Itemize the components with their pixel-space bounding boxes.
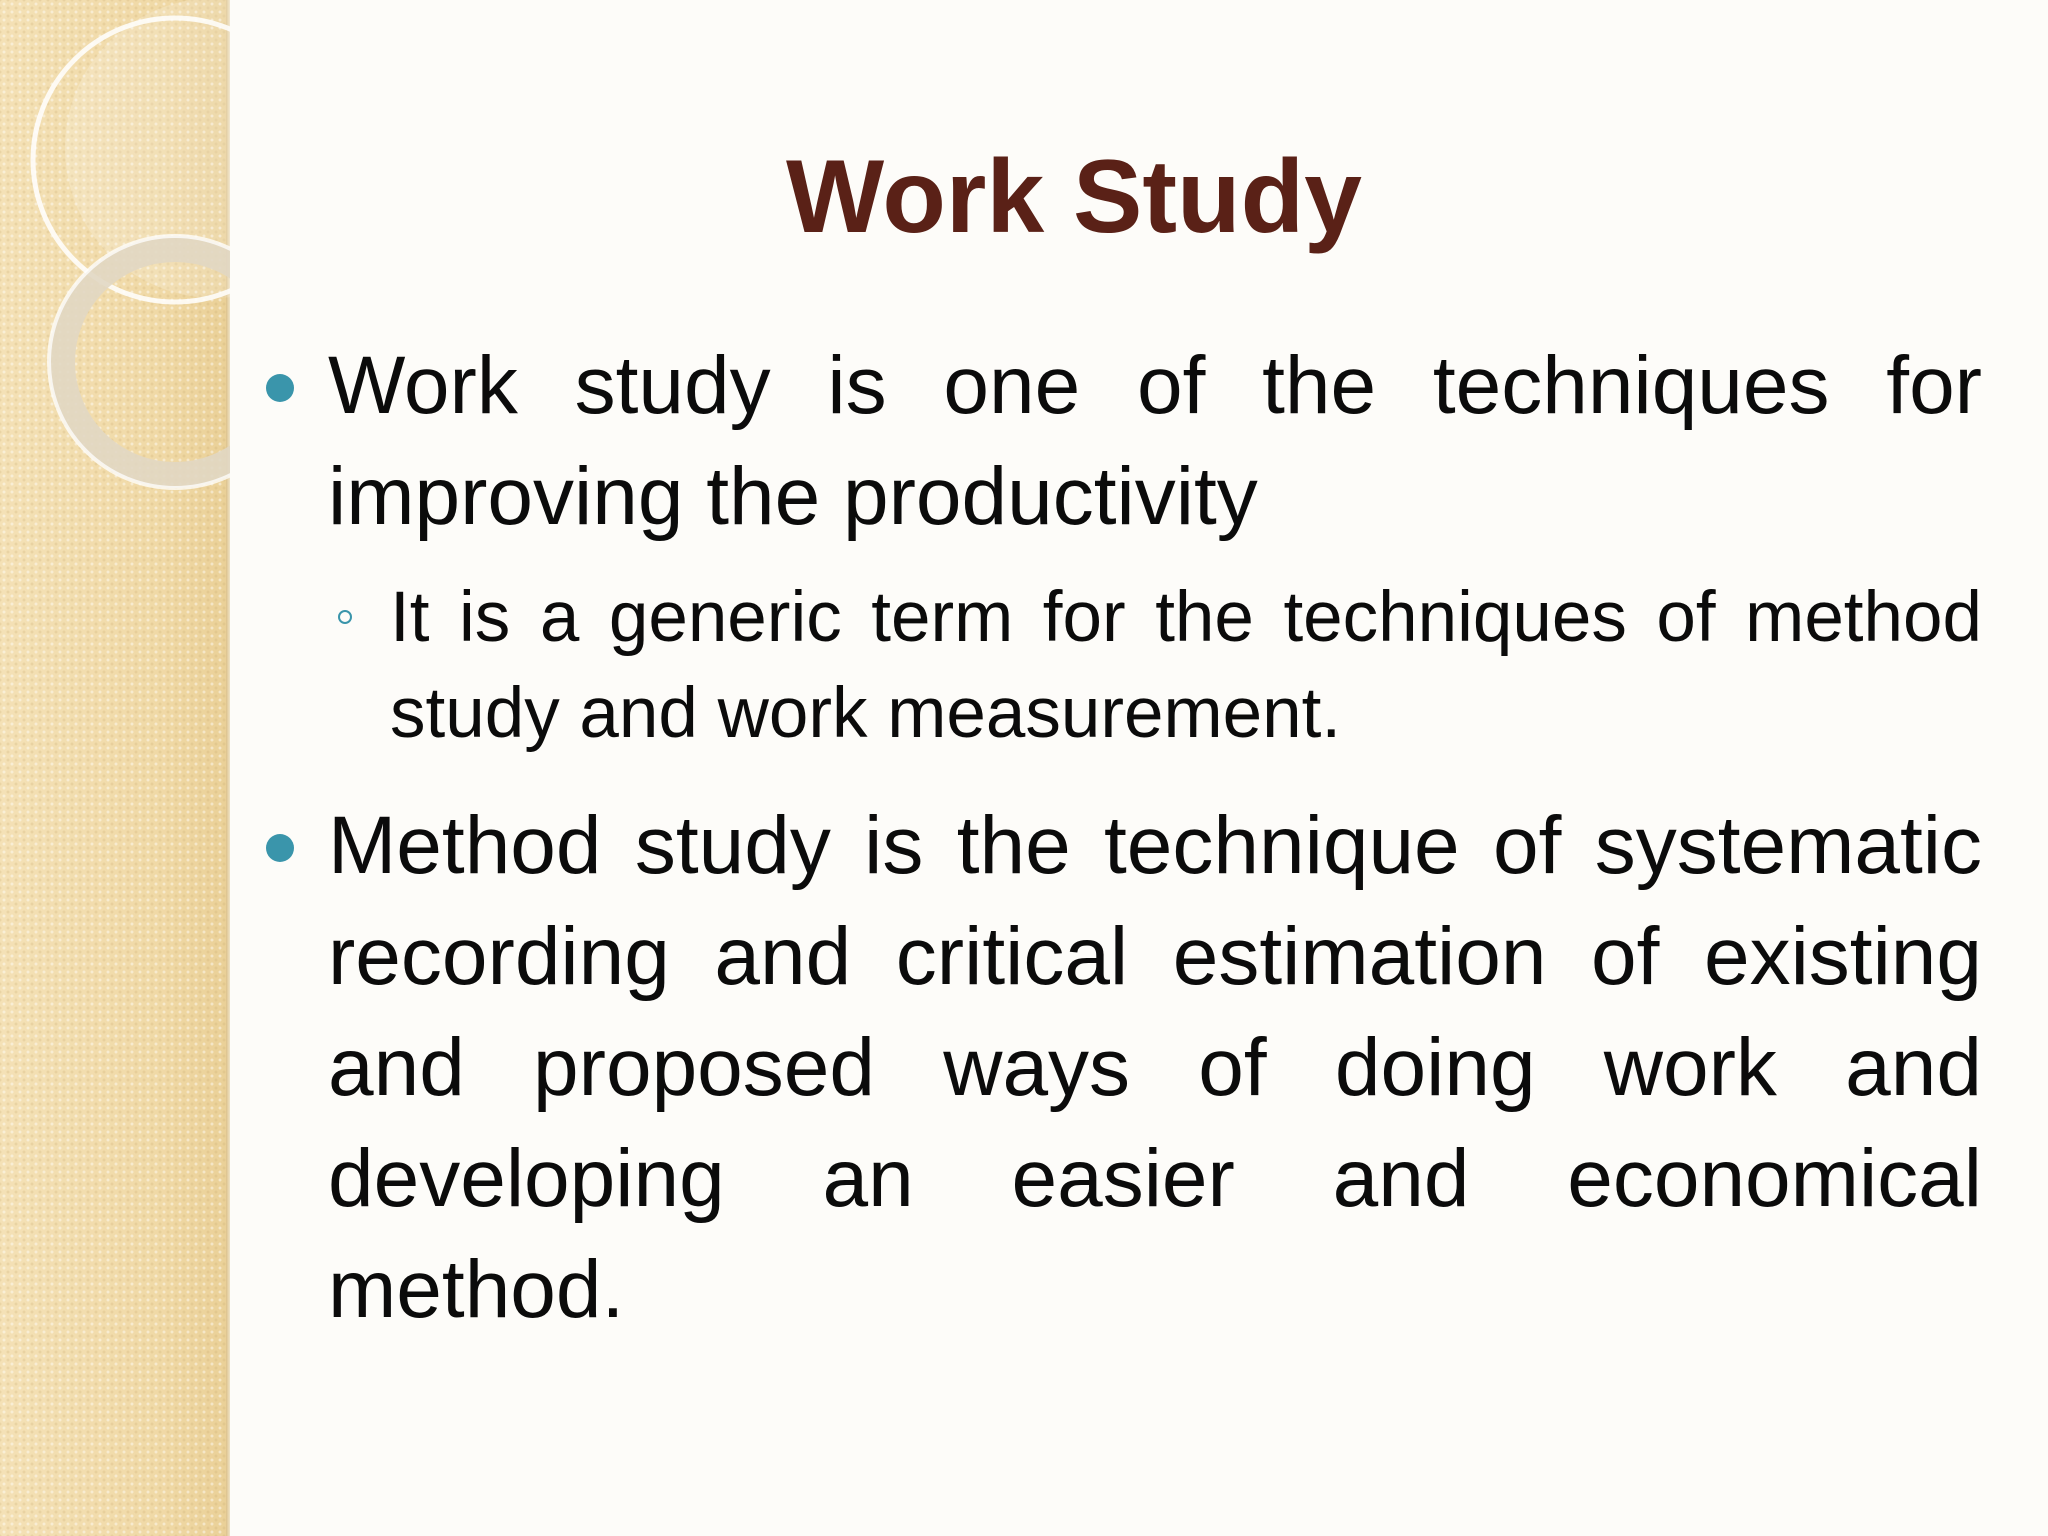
sub-bullet-item-generic-term — [262, 570, 1982, 762]
sub-bullet-circle-icon — [338, 610, 352, 624]
slide-title: Work Study — [786, 139, 1362, 255]
decorative-rings — [0, 0, 230, 520]
bullet-text: Work study is one of the techniques for improving the productivity — [328, 340, 1982, 542]
bullet-dot-icon — [266, 374, 294, 402]
bullet-item-method-study — [262, 790, 1982, 1345]
slide-body — [262, 330, 1982, 1355]
bullet-text: Method study is the technique of systematic recording and critical estimation of existing and proposed ways of doing work and developing an easier and economical method. — [328, 800, 1982, 1335]
bullet-dot-icon — [266, 834, 294, 862]
bullet-item-work-study — [262, 330, 1982, 552]
sub-bullet-text: It is a generic term for the techniques of method study and work measurement. — [390, 578, 1982, 753]
